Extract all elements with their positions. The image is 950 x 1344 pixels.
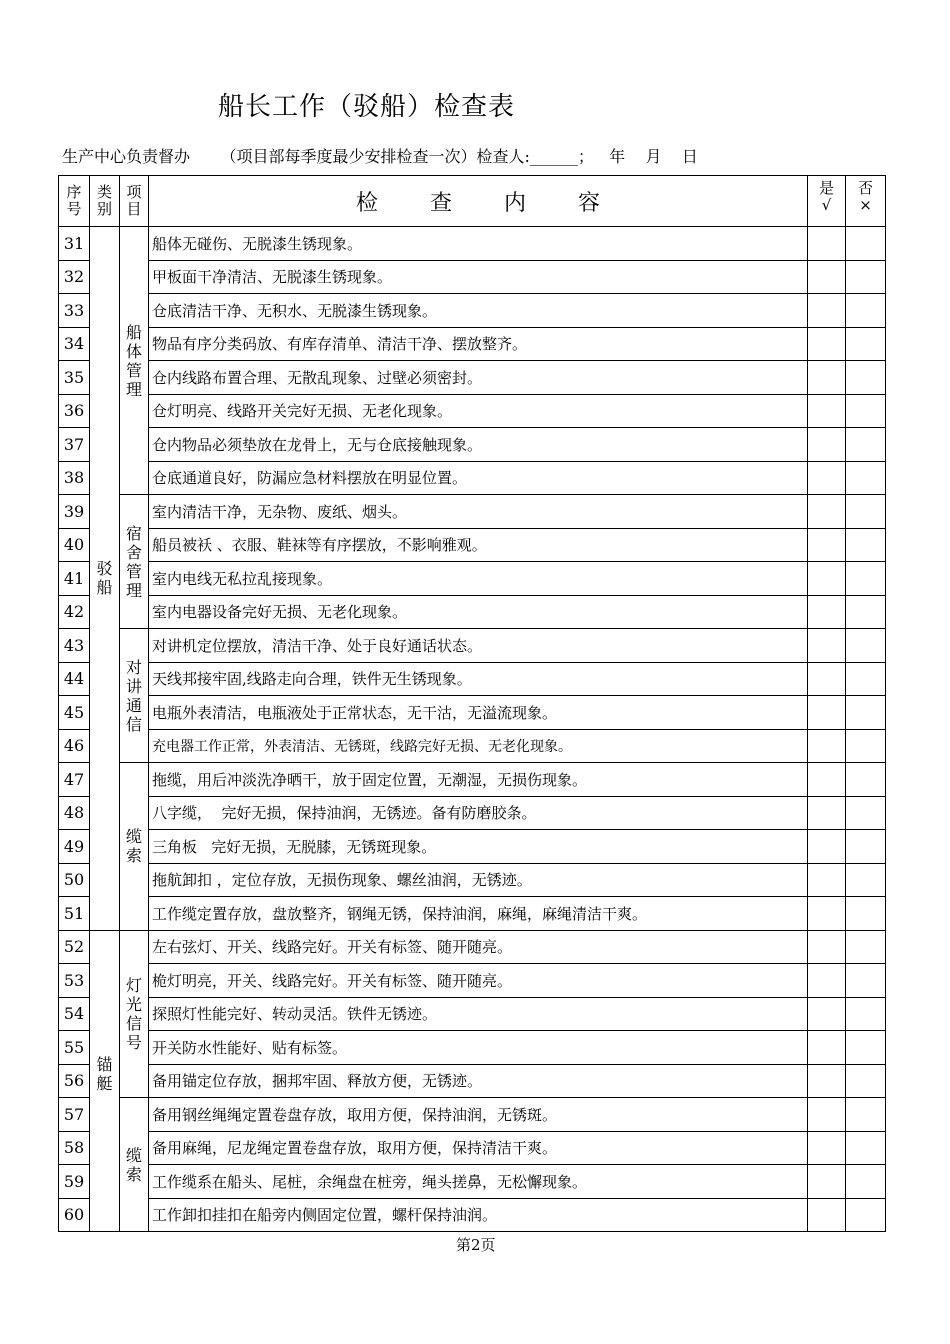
check-content: 对讲机定位摆放，清洁干净、处于良好通话状态。 xyxy=(149,629,808,663)
row-number: 60 xyxy=(59,1198,90,1232)
item-cell: 对讲通信 xyxy=(120,629,149,763)
header-category: 类别 xyxy=(90,176,120,227)
check-content: 三角板 完好无损，无脱膝，无锈斑现象。 xyxy=(149,830,808,864)
row-number: 51 xyxy=(59,897,90,931)
table-row xyxy=(59,629,886,663)
yes-checkbox[interactable] xyxy=(808,428,846,462)
check-content: 充电器工作正常，外表清洁、无锈斑，线路完好无损、无老化现象。 xyxy=(149,729,808,763)
table-row xyxy=(59,662,886,696)
check-content: 天线邦接牢固,线路走向合理，铁件无生锈现象。 xyxy=(149,662,808,696)
yes-checkbox[interactable] xyxy=(808,327,846,361)
category-cell: 锚艇 xyxy=(90,930,120,1232)
check-content: 左右弦灯、开关、线路完好。开关有标签、随开随亮。 xyxy=(149,930,808,964)
yes-checkbox[interactable] xyxy=(808,796,846,830)
no-checkbox[interactable] xyxy=(846,1031,886,1065)
table-row xyxy=(59,964,886,998)
table-row xyxy=(59,1198,886,1232)
no-checkbox[interactable] xyxy=(846,461,886,495)
yes-checkbox[interactable] xyxy=(808,930,846,964)
table-row xyxy=(59,294,886,328)
yes-checkbox[interactable] xyxy=(808,528,846,562)
row-number: 42 xyxy=(59,595,90,629)
table-row xyxy=(59,495,886,529)
row-number: 56 xyxy=(59,1064,90,1098)
no-checkbox[interactable] xyxy=(846,964,886,998)
check-content: 仓灯明亮、线路开关完好无损、无老化现象。 xyxy=(149,394,808,428)
row-number: 59 xyxy=(59,1165,90,1199)
row-number: 38 xyxy=(59,461,90,495)
no-checkbox[interactable] xyxy=(846,260,886,294)
no-checkbox[interactable] xyxy=(846,227,886,261)
check-content: 室内电器设备完好无损、无老化现象。 xyxy=(149,595,808,629)
header-no: 否 × xyxy=(846,176,886,227)
check-content: 工作缆系在船头、尾桩，余绳盘在桩旁，绳头搓鼻，无松懈现象。 xyxy=(149,1165,808,1199)
yes-checkbox[interactable] xyxy=(808,662,846,696)
row-number: 37 xyxy=(59,428,90,462)
check-content: 工作缆定置存放，盘放整齐，钢绳无锈，保持油润，麻绳，麻绳清洁干爽。 xyxy=(149,897,808,931)
yes-checkbox[interactable] xyxy=(808,562,846,596)
row-number: 31 xyxy=(59,227,90,261)
row-number: 50 xyxy=(59,863,90,897)
check-content: 拖航卸扣 ，定位存放，无损伤现象、螺丝油润，无锈迹。 xyxy=(149,863,808,897)
no-checkbox[interactable] xyxy=(846,1131,886,1165)
page-number: 第2页 xyxy=(456,1236,496,1254)
row-number: 35 xyxy=(59,361,90,395)
table-row xyxy=(59,1098,886,1132)
no-checkbox[interactable] xyxy=(846,595,886,629)
no-checkbox[interactable] xyxy=(846,796,886,830)
table-row xyxy=(59,528,886,562)
yes-checkbox[interactable] xyxy=(808,964,846,998)
table-row xyxy=(59,763,886,797)
table-row xyxy=(59,863,886,897)
row-number: 57 xyxy=(59,1098,90,1132)
header-yes: 是 √ xyxy=(808,176,846,227)
row-number: 44 xyxy=(59,662,90,696)
yes-checkbox[interactable] xyxy=(808,294,846,328)
checklist-table xyxy=(58,175,886,1232)
row-number: 47 xyxy=(59,763,90,797)
check-content: 仓内线路布置合理、无散乱现象、过壁必须密封。 xyxy=(149,361,808,395)
table-row xyxy=(59,562,886,596)
no-checkbox[interactable] xyxy=(846,997,886,1031)
yes-checkbox[interactable] xyxy=(808,1131,846,1165)
header-content: 检查内容 xyxy=(149,176,808,227)
category-cell: 驳船 xyxy=(90,227,120,931)
yes-checkbox[interactable] xyxy=(808,1064,846,1098)
row-number: 36 xyxy=(59,394,90,428)
no-checkbox[interactable] xyxy=(846,428,886,462)
no-checkbox[interactable] xyxy=(846,1064,886,1098)
no-checkbox[interactable] xyxy=(846,294,886,328)
row-number: 32 xyxy=(59,260,90,294)
check-content: 备用钢丝绳绳定置卷盘存放，取用方便，保持油润，无锈斑。 xyxy=(149,1098,808,1132)
check-content: 仓内物品必须垫放在龙骨上，无与仓底接触现象。 xyxy=(149,428,808,462)
header-row xyxy=(59,176,886,227)
table-row xyxy=(59,1031,886,1065)
row-number: 39 xyxy=(59,495,90,529)
yes-checkbox[interactable] xyxy=(808,863,846,897)
yes-checkbox[interactable] xyxy=(808,361,846,395)
no-checkbox[interactable] xyxy=(846,863,886,897)
check-content: 备用麻绳，尼龙绳定置卷盘存放，取用方便，保持清洁干爽。 xyxy=(149,1131,808,1165)
row-number: 45 xyxy=(59,696,90,730)
check-content: 仓底清洁干净、无积水、无脱漆生锈现象。 xyxy=(149,294,808,328)
table-row xyxy=(59,696,886,730)
row-number: 49 xyxy=(59,830,90,864)
no-checkbox[interactable] xyxy=(846,1098,886,1132)
table-row xyxy=(59,830,886,864)
yes-checkbox[interactable] xyxy=(808,1198,846,1232)
yes-checkbox[interactable] xyxy=(808,763,846,797)
table-row xyxy=(59,997,886,1031)
yes-checkbox[interactable] xyxy=(808,1165,846,1199)
check-content: 备用锚定位存放，捆邦牢固、释放方便，无锈迹。 xyxy=(149,1064,808,1098)
check-content: 室内电线无私拉乱接现象。 xyxy=(149,562,808,596)
no-checkbox[interactable] xyxy=(846,629,886,663)
no-checkbox[interactable] xyxy=(846,1165,886,1199)
check-content: 八字缆， 完好无损，保持油润，无锈迹。备有防磨胶条。 xyxy=(149,796,808,830)
table-row xyxy=(59,1165,886,1199)
no-checkbox[interactable] xyxy=(846,763,886,797)
table-row xyxy=(59,595,886,629)
row-number: 40 xyxy=(59,528,90,562)
subtitle-line xyxy=(62,144,698,167)
table-row xyxy=(59,930,886,964)
yes-checkbox[interactable] xyxy=(808,997,846,1031)
row-number: 41 xyxy=(59,562,90,596)
no-checkbox[interactable] xyxy=(846,930,886,964)
no-checkbox[interactable] xyxy=(846,394,886,428)
check-content: 室内清洁干净，无杂物、废纸、烟头。 xyxy=(149,495,808,529)
table-row xyxy=(59,394,886,428)
check-content: 仓底通道良好，防漏应急材料摆放在明显位置。 xyxy=(149,461,808,495)
no-checkbox[interactable] xyxy=(846,495,886,529)
check-content: 开关防水性能好、贴有标签。 xyxy=(149,1031,808,1065)
yes-checkbox[interactable] xyxy=(808,227,846,261)
no-checkbox[interactable] xyxy=(846,562,886,596)
table-row xyxy=(59,361,886,395)
table-row xyxy=(59,729,886,763)
header-item: 项目 xyxy=(120,176,149,227)
row-number: 55 xyxy=(59,1031,90,1065)
row-number: 58 xyxy=(59,1131,90,1165)
no-checkbox[interactable] xyxy=(846,830,886,864)
check-content: 工作卸扣挂扣在船旁内侧固定位置，螺杆保持油润。 xyxy=(149,1198,808,1232)
yes-checkbox[interactable] xyxy=(808,629,846,663)
inspector-text: （项目部每季度最少安排检查一次）检查人:______； 年 月 日 xyxy=(220,147,698,166)
table-row xyxy=(59,796,886,830)
row-number: 48 xyxy=(59,796,90,830)
yes-checkbox[interactable] xyxy=(808,729,846,763)
item-cell: 灯光信号 xyxy=(120,930,149,1098)
item-cell: 缆索 xyxy=(120,763,149,931)
supervisor-text: 生产中心负责督办 xyxy=(62,147,191,166)
table-row xyxy=(59,428,886,462)
yes-checkbox[interactable] xyxy=(808,595,846,629)
table-row xyxy=(59,897,886,931)
check-content: 电瓶外表清洁，电瓶液处于正常状态，无干沽，无溢流现象。 xyxy=(149,696,808,730)
yes-checkbox[interactable] xyxy=(808,495,846,529)
page-title: 船长工作（驳船）检查表 xyxy=(218,92,516,122)
yes-checkbox[interactable] xyxy=(808,1098,846,1132)
row-number: 53 xyxy=(59,964,90,998)
check-content: 桅灯明亮，开关、线路完好。开关有标签、随开随亮。 xyxy=(149,964,808,998)
yes-checkbox[interactable] xyxy=(808,260,846,294)
table-row xyxy=(59,327,886,361)
check-content: 物品有序分类码放、有库存清单、清洁干净、摆放整齐。 xyxy=(149,327,808,361)
no-checkbox[interactable] xyxy=(846,729,886,763)
no-checkbox[interactable] xyxy=(846,327,886,361)
yes-checkbox[interactable] xyxy=(808,394,846,428)
table-row xyxy=(59,461,886,495)
no-checkbox[interactable] xyxy=(846,662,886,696)
table-row xyxy=(59,227,886,261)
check-content: 拖缆，用后冲淡洗净晒干，放于固定位置，无潮湿，无损伤现象。 xyxy=(149,763,808,797)
header-seq: 序号 xyxy=(59,176,90,227)
row-number: 34 xyxy=(59,327,90,361)
item-cell: 船体管理 xyxy=(120,227,149,495)
item-cell: 宿舍管理 xyxy=(120,495,149,629)
row-number: 43 xyxy=(59,629,90,663)
row-number: 52 xyxy=(59,930,90,964)
table-row xyxy=(59,1064,886,1098)
check-content: 船体无碰伤、无脱漆生锈现象。 xyxy=(149,227,808,261)
check-content: 船员被袄 、衣服、鞋袜等有序摆放，不影响雅观。 xyxy=(149,528,808,562)
yes-checkbox[interactable] xyxy=(808,461,846,495)
no-checkbox[interactable] xyxy=(846,696,886,730)
row-number: 33 xyxy=(59,294,90,328)
table-row xyxy=(59,260,886,294)
row-number: 54 xyxy=(59,997,90,1031)
yes-checkbox[interactable] xyxy=(808,1031,846,1065)
yes-checkbox[interactable] xyxy=(808,897,846,931)
table-row xyxy=(59,1131,886,1165)
no-checkbox[interactable] xyxy=(846,361,886,395)
no-checkbox[interactable] xyxy=(846,1198,886,1232)
row-number: 46 xyxy=(59,729,90,763)
no-checkbox[interactable] xyxy=(846,528,886,562)
no-checkbox[interactable] xyxy=(846,897,886,931)
yes-checkbox[interactable] xyxy=(808,696,846,730)
check-content: 探照灯性能完好、转动灵活。铁件无锈迹。 xyxy=(149,997,808,1031)
item-cell: 缆索 xyxy=(120,1098,149,1232)
yes-checkbox[interactable] xyxy=(808,830,846,864)
check-content: 甲板面干净清洁、无脱漆生锈现象。 xyxy=(149,260,808,294)
